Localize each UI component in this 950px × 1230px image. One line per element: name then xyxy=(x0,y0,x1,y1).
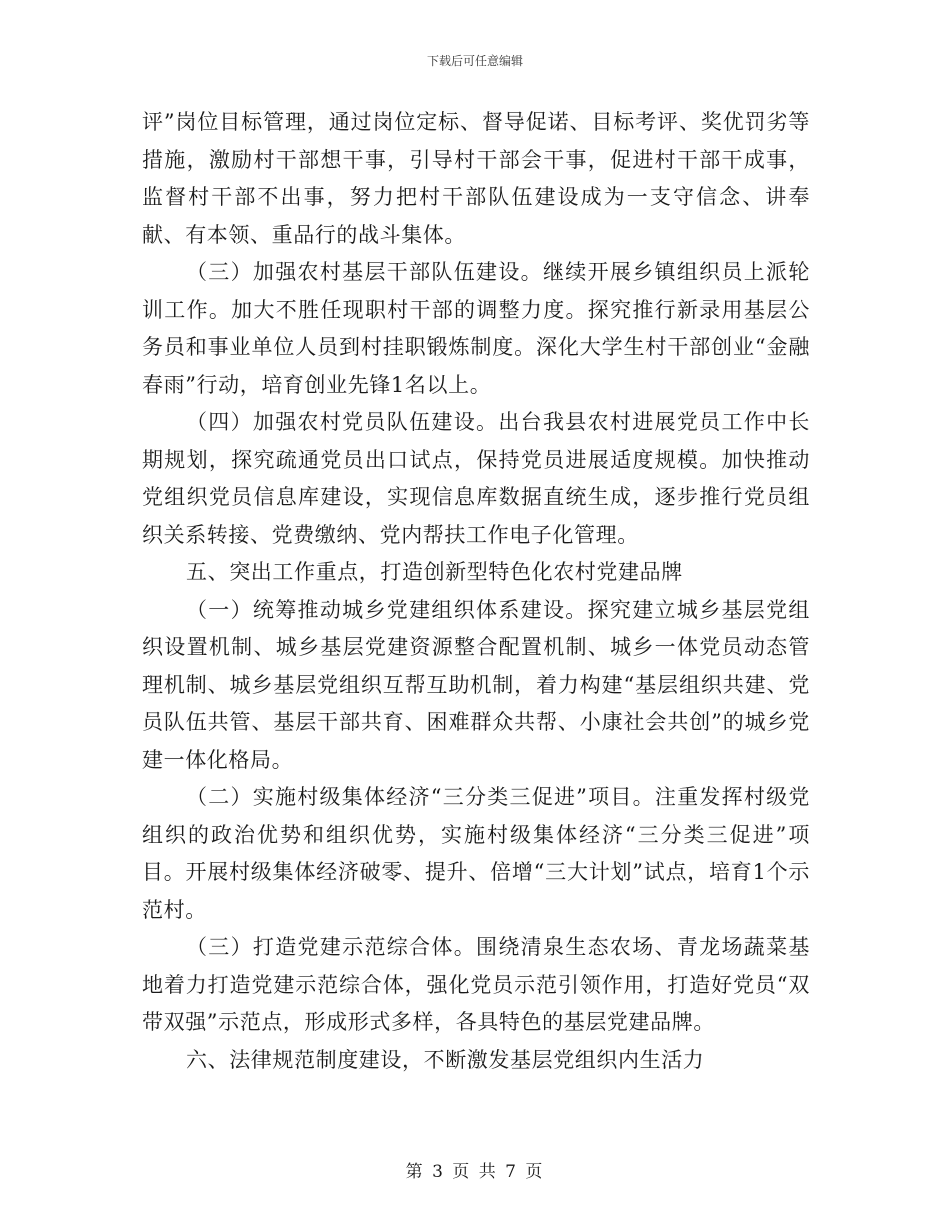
paragraph-7: （三）打造党建示范综合体。围绕清泉生态农场、青龙场蔬菜基地着力打造党建示范综合体，强化党员示范引领作用，打造好党员“双带双强”示范点，形成形式多样，各具特色的基层党建品牌。 xyxy=(142,935,810,1034)
page-header: 下载后可任意编辑 xyxy=(426,54,523,68)
paragraph-1: 评”岗位目标管理，通过岗位定标、督导促诺、目标考评、奖优罚劣等措施，激励村干部想干事，引导村干部会干事，促进村干部干成事，监督村干部不出事，努力把村干部队伍建设成为一支守信念、讲奉献、有本领、重品行的战斗集体。 xyxy=(142,110,810,247)
paragraph-6: （二）实施村级集体经济“三分类三促进”项目。注重发挥村级党组织的政治优势和组织优势，实施村级集体经济“三分类三促进”项目。开展村级集体经济破零、提升、倍增“三大计划”试点，培育1个示范村。 xyxy=(142,785,810,922)
section-heading-5: 五、突出工作重点，打造创新型特色化农村党建品牌 xyxy=(186,560,683,584)
section-heading-6: 六、法律规范制度建设，不断激发基层党组织内生活力 xyxy=(186,1047,705,1072)
paragraph-5: （一）统筹推动城乡党建组织体系建设。探究建立城乡基层党组织设置机制、城乡基层党建资源整合配置机制、城乡一体党员动态管理机制、城乡基层党组织互帮互助机制，着力构建“基层组织共建、党员队伍共管、基层干部共育、困难群众共帮、小康社会共创”的城乡党建一体化格局。 xyxy=(142,597,810,772)
paragraph-3: （四）加强农村党员队伍建设。出台我县农村进展党员工作中长期规划，探究疏通党员出口试点，保持党员进展适度规模。加快推动党组织党员信息库建设，实现信息库数据直统生成，逐步推行党员组织关系转接、党费缴纳、党内帮扶工作电子化管理。 xyxy=(142,410,810,547)
document-body xyxy=(142,104,810,1079)
paragraph-2: （三）加强农村基层干部队伍建设。继续开展乡镇组织员上派轮训工作。加大不胜任现职村干部的调整力度。探究推行新录用基层公务员和事业单位人员到村挂职锻炼制度。深化大学生村干部创业“金融春雨”行动，培育创业先锋1名以上。 xyxy=(142,260,810,397)
page-footer: 第 3 页 共 7 页 xyxy=(405,1162,545,1182)
